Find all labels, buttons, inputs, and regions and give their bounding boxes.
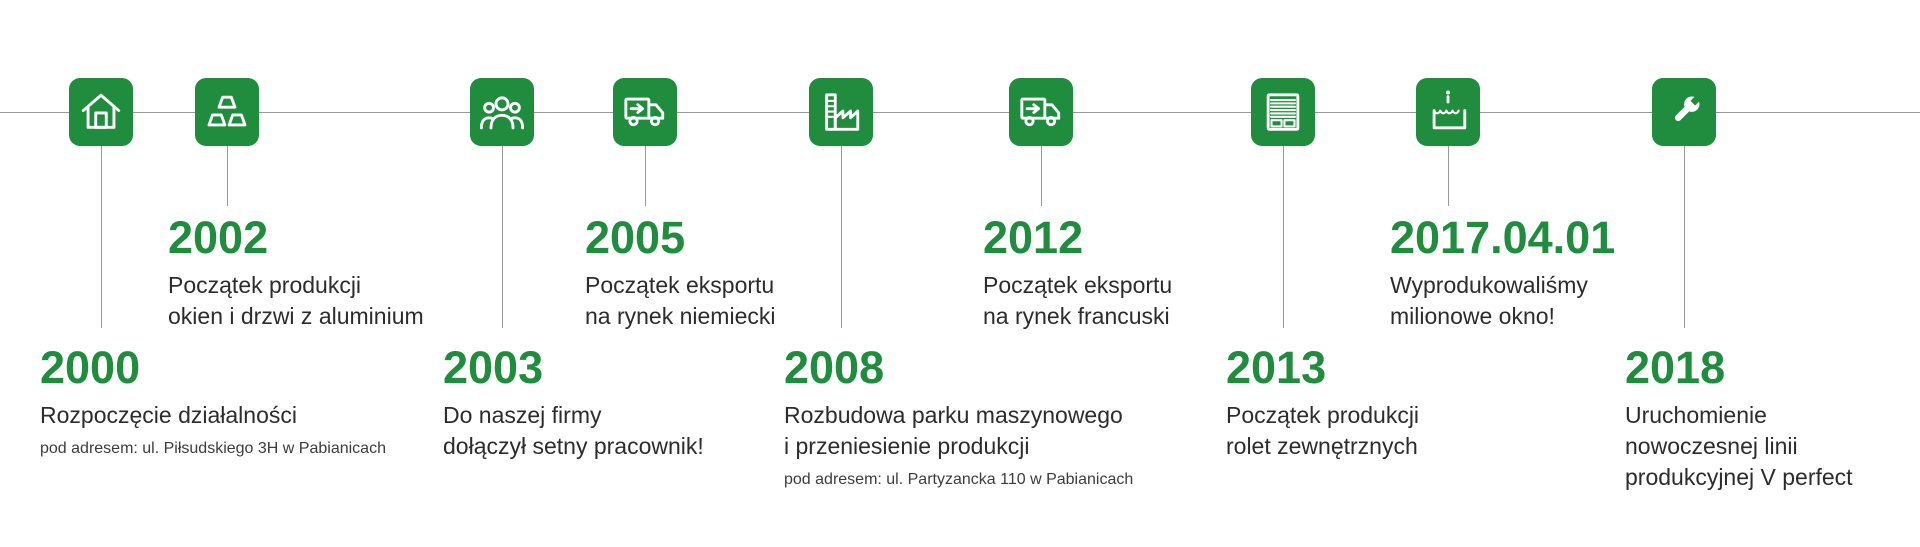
event-year: 2012 (983, 212, 1084, 263)
event-description-line: produkcyjnej V perfect (1625, 464, 1853, 490)
connector-line (227, 146, 228, 206)
timeline-axis (0, 112, 1920, 113)
connector-line (1684, 146, 1685, 328)
event-address-note: pod adresem: ul. Partyzancka 110 w Pabianicach (784, 471, 1134, 488)
event-year: 2003 (443, 342, 544, 393)
event-description-line: dołączył setny pracownik! (443, 433, 704, 459)
connector-line (1283, 146, 1284, 328)
event-description-line: Rozpoczęcie działalności (40, 402, 297, 428)
event-description-line: Początek produkcji (168, 272, 362, 298)
event-address-note: pod adresem: ul. Piłsudskiego 3H w Pabianicach (40, 440, 386, 457)
event-description-line: rolet zewnętrznych (1226, 433, 1418, 459)
event-description-line: i przeniesienie produkcji (784, 433, 1030, 459)
event-description-line: Początek eksportu (983, 272, 1173, 298)
event-description-line: Początek eksportu (585, 272, 775, 298)
event-year: 2018 (1625, 342, 1726, 393)
event-year: 2013 (1226, 342, 1327, 393)
event-year: 2005 (585, 212, 686, 263)
event-year: 2002 (168, 212, 269, 263)
connector-line (841, 146, 842, 328)
event-description-line: Uruchomienie (1625, 402, 1767, 428)
connector-line (101, 146, 102, 328)
event-description-line: Rozbudowa parku maszynowego (784, 402, 1123, 428)
event-description-line: okien i drzwi z aluminium (168, 303, 424, 329)
event-description-line: Początek produkcji (1226, 402, 1420, 428)
event-year: 2000 (40, 342, 141, 393)
event-year: 2017.04.01 (1390, 212, 1616, 263)
connector-line (645, 146, 646, 206)
event-year: 2008 (784, 342, 885, 393)
event-description-line: na rynek francuski (983, 303, 1170, 329)
event-description-line: na rynek niemiecki (585, 303, 776, 329)
event-description-line: Do naszej firmy (443, 402, 602, 428)
event-description-line: Wyprodukowaliśmy (1390, 272, 1588, 298)
connector-line (502, 146, 503, 328)
connector-line (1041, 146, 1042, 206)
event-description-line: nowoczesnej linii (1625, 433, 1798, 459)
event-description-line: milionowe okno! (1390, 303, 1555, 329)
connector-line (1448, 146, 1449, 206)
